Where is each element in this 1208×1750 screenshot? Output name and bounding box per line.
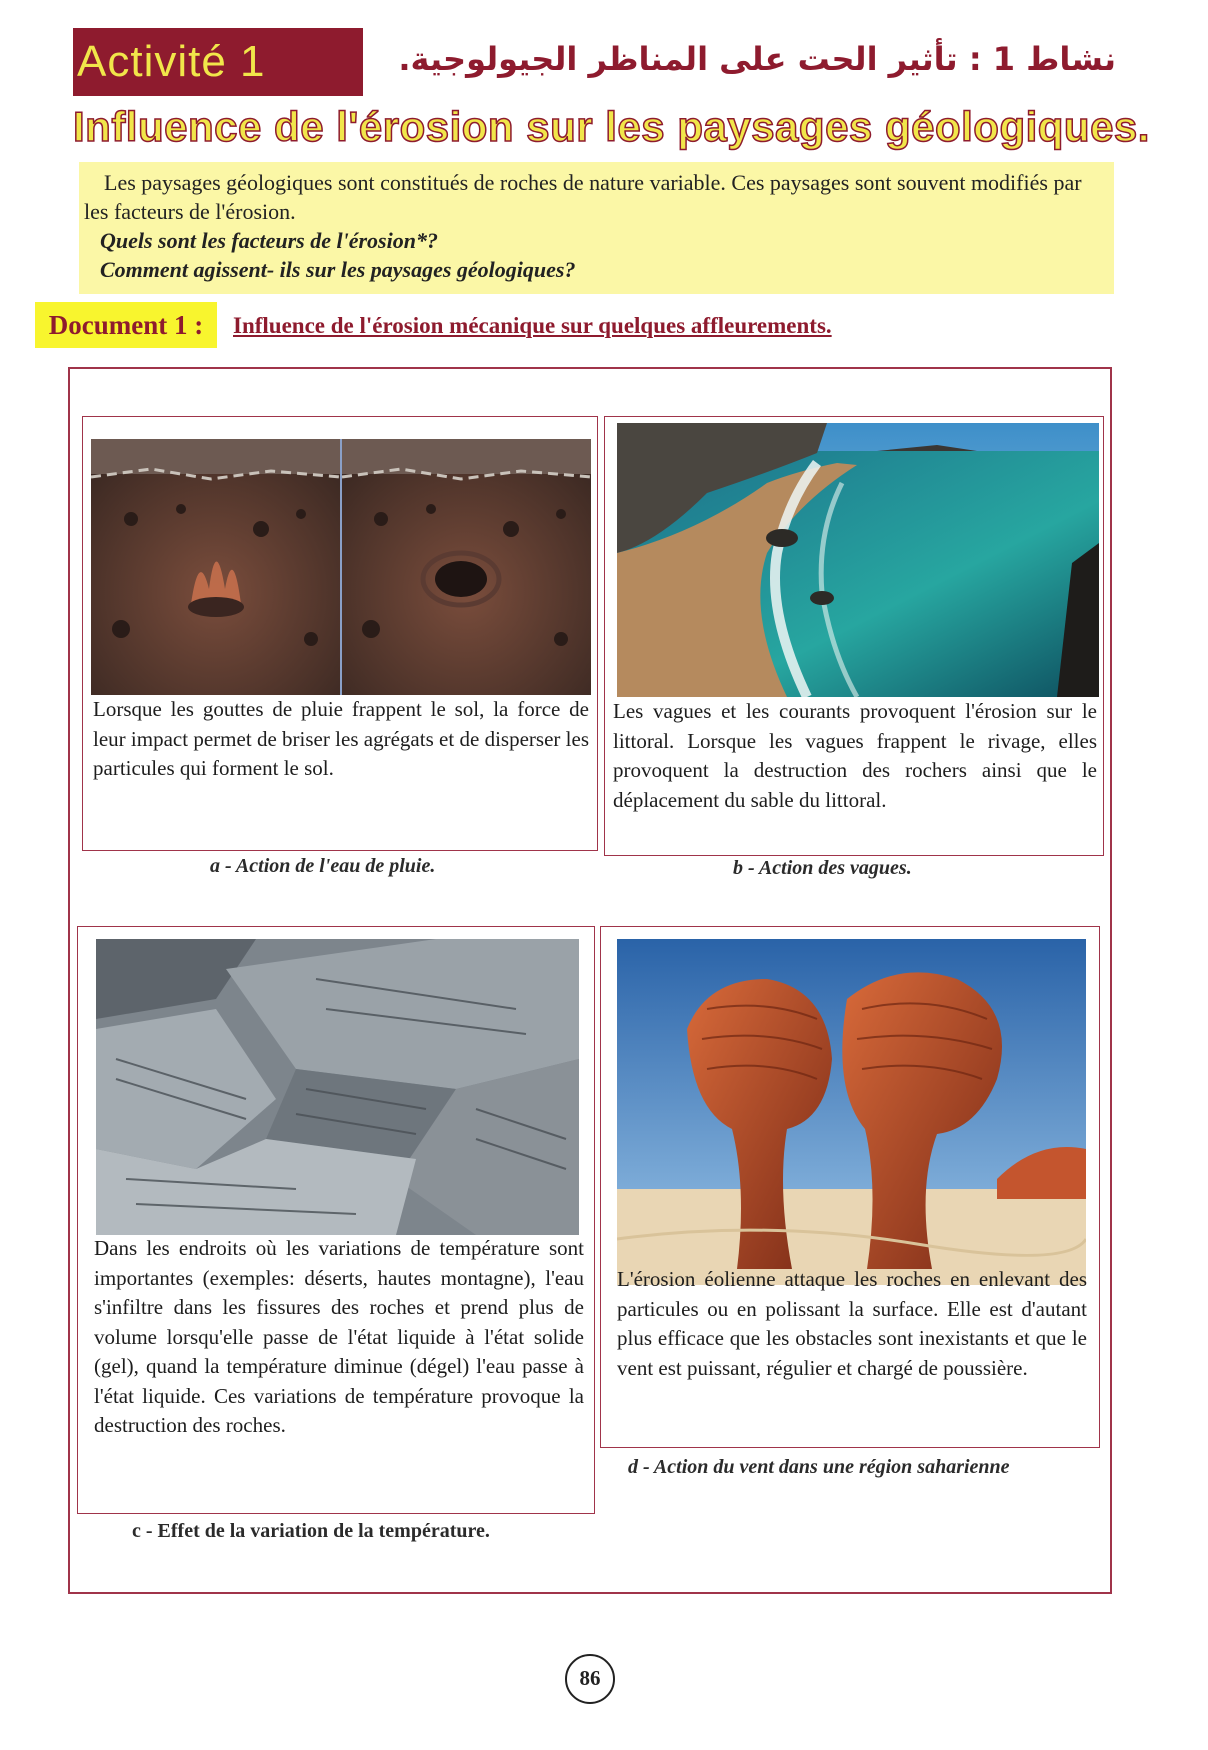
document-title: Influence de l'érosion mécanique sur quelques affleurements. xyxy=(233,313,832,338)
question-1: Quels sont les facteurs de l'érosion*? xyxy=(100,228,438,253)
intro-box xyxy=(79,162,1114,294)
rain-impact-photo xyxy=(91,439,591,695)
waves-description: Les vagues et les courants provoquent l'érosion sur le littoral. Lorsque les vagues frappent le rivage, elles provoquent la destruction des rochers ainsi que le déplacement du sable du littoral. xyxy=(613,699,1097,812)
question-2: Comment agissent- ils sur les paysages géologiques? xyxy=(100,257,576,282)
frost-weathered-rocks-photo xyxy=(96,939,579,1235)
coast-waves-photo xyxy=(617,423,1099,697)
activity-badge: Activité 1 xyxy=(73,28,363,96)
caption-waves: b - Action des vagues. xyxy=(733,857,912,879)
panel-temperature xyxy=(77,926,595,1514)
page-title: Influence de l'érosion sur les paysages géologiques. xyxy=(73,103,1150,150)
mushroom-rocks-photo xyxy=(617,939,1086,1285)
panel-rain xyxy=(82,416,598,851)
caption-rain: a - Action de l'eau de pluie. xyxy=(210,855,436,877)
intro-text: Les paysages géologiques sont constitués de roches de nature variable. Ces paysages sont souvent modifiés par les facteurs de l'érosion. xyxy=(84,170,1082,224)
panel-wind xyxy=(600,926,1100,1448)
wind-description: L'érosion éolienne attaque les roches en enlevant des particules ou en polissant la surface. Elle est d'autant plus efficace que les obstacles sont inexistants et que le vent est puissant, régulier et chargé de poussière. xyxy=(617,1267,1087,1380)
temperature-description: Dans les endroits où les variations de température sont importantes (exemples: déserts, hautes montagne), l'eau s'infiltre dans les fissures des roches et prend plus de volume lorsqu'elle passe de l'état liquide à l'état solide (gel), quand la température diminue (dégel) l'eau passe à l'état liquide. Ces variations de température provoque la destruction des roches. xyxy=(94,1236,584,1437)
arabic-title: نشاط 1 : تأثير الحت على المناظر الجيولوجية. xyxy=(398,40,1116,78)
page-number: 86 xyxy=(565,1654,615,1704)
caption-temperature: c - Effet de la variation de la température. xyxy=(132,1520,490,1542)
caption-wind: d - Action du vent dans une région saharienne xyxy=(628,1456,1010,1478)
panel-waves xyxy=(604,416,1104,856)
document-label: Document 1 : xyxy=(35,302,217,348)
rain-description: Lorsque les gouttes de pluie frappent le sol, la force de leur impact permet de briser les agrégats et de disperser les particules qui forment le sol. xyxy=(93,697,589,780)
